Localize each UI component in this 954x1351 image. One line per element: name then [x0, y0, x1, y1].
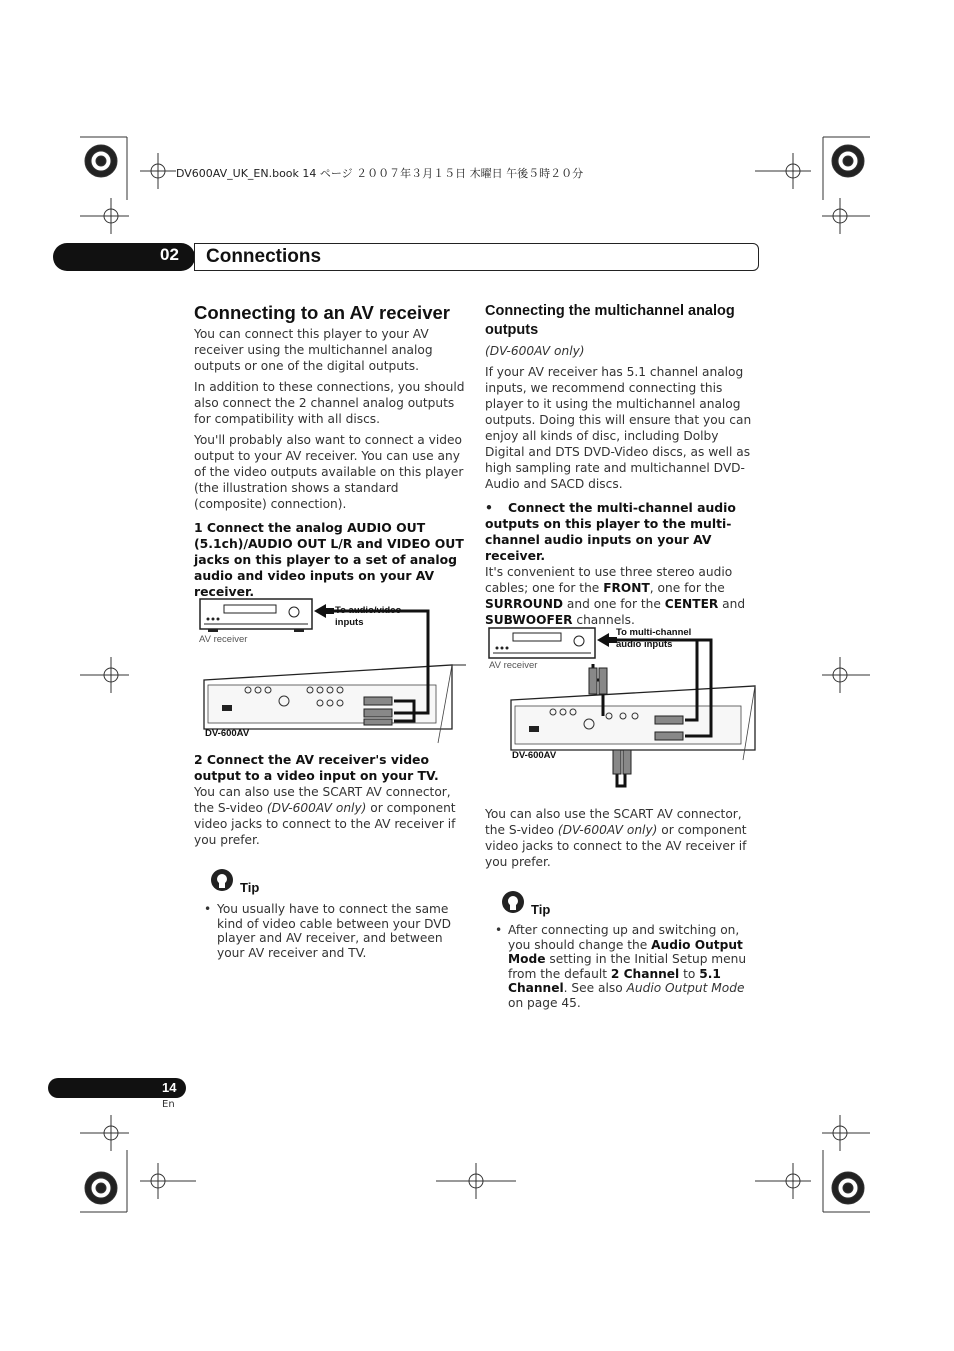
paragraph: If your AV receiver has 5.1 channel analog inputs, we recommend connecting this player to it using the multichannel analog outputs. Doing this will ensure that you can enjoy all kinds of disc, including Dolby Digital and DTS DVD-Video discs, as well as high sampling rate and multichannel DVD-Audio and SACD discs.	[485, 365, 752, 491]
right-bullet-step	[485, 500, 757, 628]
sunburst-mark-icon	[832, 1172, 864, 1204]
chapter-number: 02	[160, 245, 179, 264]
paragraph: You can connect this player to your AV receiver using the multichannel analog outputs or one of the digital outputs.	[194, 327, 433, 373]
bullet-icon: •	[204, 902, 212, 916]
crosshair-mark-icon	[755, 153, 811, 189]
tip-text: After connecting up and switching on, you should change the Audio Output Mode setting in the Initial Setup menu from the default 2 Channel to 5.1 Channel. See also Audio Output Mode on page 45.	[508, 923, 747, 1010]
lightbulb-icon	[500, 890, 528, 916]
bullet-icon: •	[495, 923, 503, 937]
right-heading-block	[485, 302, 757, 492]
crosshair-mark-icon	[755, 1163, 811, 1199]
right-note	[485, 806, 757, 870]
sunburst-mark-icon	[832, 145, 864, 177]
av-receiver-connection-diagram	[194, 595, 469, 745]
chapter-title: Connections	[206, 246, 322, 267]
page-language: En	[162, 1099, 175, 1110]
diagram-caption: AV receiver	[489, 660, 538, 671]
tip-label: Tip	[240, 880, 260, 895]
diagram-label: To audio/video inputs	[335, 605, 402, 628]
crosshair-mark-icon	[80, 198, 129, 234]
step-instruction: 1 Connect the analog AUDIO OUT (5.1ch)/AUDIO OUT L/R and VIDEO OUT jacks on this player to a set of analog audio and video inputs on your AV receiver.	[194, 520, 464, 599]
crosshair-mark-icon	[436, 1163, 516, 1199]
diagram-caption: DV-600AV	[512, 750, 557, 761]
paragraph: You can also use the SCART AV connector, the S-video (DV-600AV only) or component video jacks to connect to the AV receiver if you prefer.	[485, 807, 747, 869]
arrow-left-icon	[597, 633, 617, 647]
dvd-player-rear-panel-icon	[511, 686, 755, 750]
crosshair-mark-icon	[140, 1163, 196, 1199]
print-header: DV600AV_UK_EN.book 14 ページ ２００７年３月１５日 木曜日 午後５時２０分	[176, 167, 584, 180]
section-heading: Connecting the multichannel analog outputs	[485, 303, 735, 338]
diagram-label: To multi-channel audio inputs	[616, 627, 692, 650]
paragraph: It's convenient to use three stereo audio cables; one for the FRONT, one for the SURROUND and one for the CENTER and SUBWOOFER channels.	[485, 565, 746, 627]
av-receiver-icon	[489, 628, 595, 658]
left-heading-block	[194, 302, 466, 324]
tip-list	[204, 902, 466, 960]
section-heading: Connecting to an AV receiver	[194, 302, 450, 323]
crosshair-mark-icon	[822, 1115, 870, 1151]
diagram-caption: DV-600AV	[205, 728, 250, 739]
crosshair-mark-icon	[80, 657, 129, 693]
left-intro	[194, 326, 466, 512]
paragraph: You'll probably also want to connect a video output to your AV receiver. You can use any of the video outputs available on this player (the illustration shows a standard (composite) connection).	[194, 433, 464, 511]
tip-text: You usually have to connect the same kind of video cable between your DVD player and AV receiver, and between your AV receiver and TV.	[217, 902, 451, 960]
crosshair-mark-icon	[822, 657, 870, 693]
step-instruction: Connect the multi-channel audio outputs on this player to the multi-channel audio inputs on your AV receiver.	[485, 500, 736, 563]
model-note: (DV-600AV only)	[485, 344, 585, 358]
tip-label: Tip	[531, 902, 551, 917]
lightbulb-icon	[209, 868, 237, 894]
crosshair-mark-icon	[140, 153, 176, 189]
arrow-left-icon	[314, 604, 334, 618]
left-step-1	[194, 520, 466, 600]
paragraph: In addition to these connections, you should also connect the 2 channel analog outputs for compatibility with all discs.	[194, 380, 465, 426]
av-receiver-icon	[200, 599, 312, 632]
bullet-icon: •	[485, 500, 493, 515]
tip-list	[495, 923, 757, 1010]
crosshair-mark-icon	[822, 198, 870, 234]
diagram-caption: AV receiver	[199, 634, 248, 645]
step-instruction: 2 Connect the AV receiver's video output to a video input on your TV.	[194, 752, 439, 783]
crosshair-mark-icon	[80, 1115, 129, 1151]
sunburst-mark-icon	[85, 145, 117, 177]
left-step-2	[194, 752, 466, 848]
page-number: 14	[162, 1080, 177, 1095]
sunburst-mark-icon	[85, 1172, 117, 1204]
paragraph: You can also use the SCART AV connector, the S-video (DV-600AV only) or component video jacks to connect to the AV receiver if you prefer.	[194, 785, 456, 847]
